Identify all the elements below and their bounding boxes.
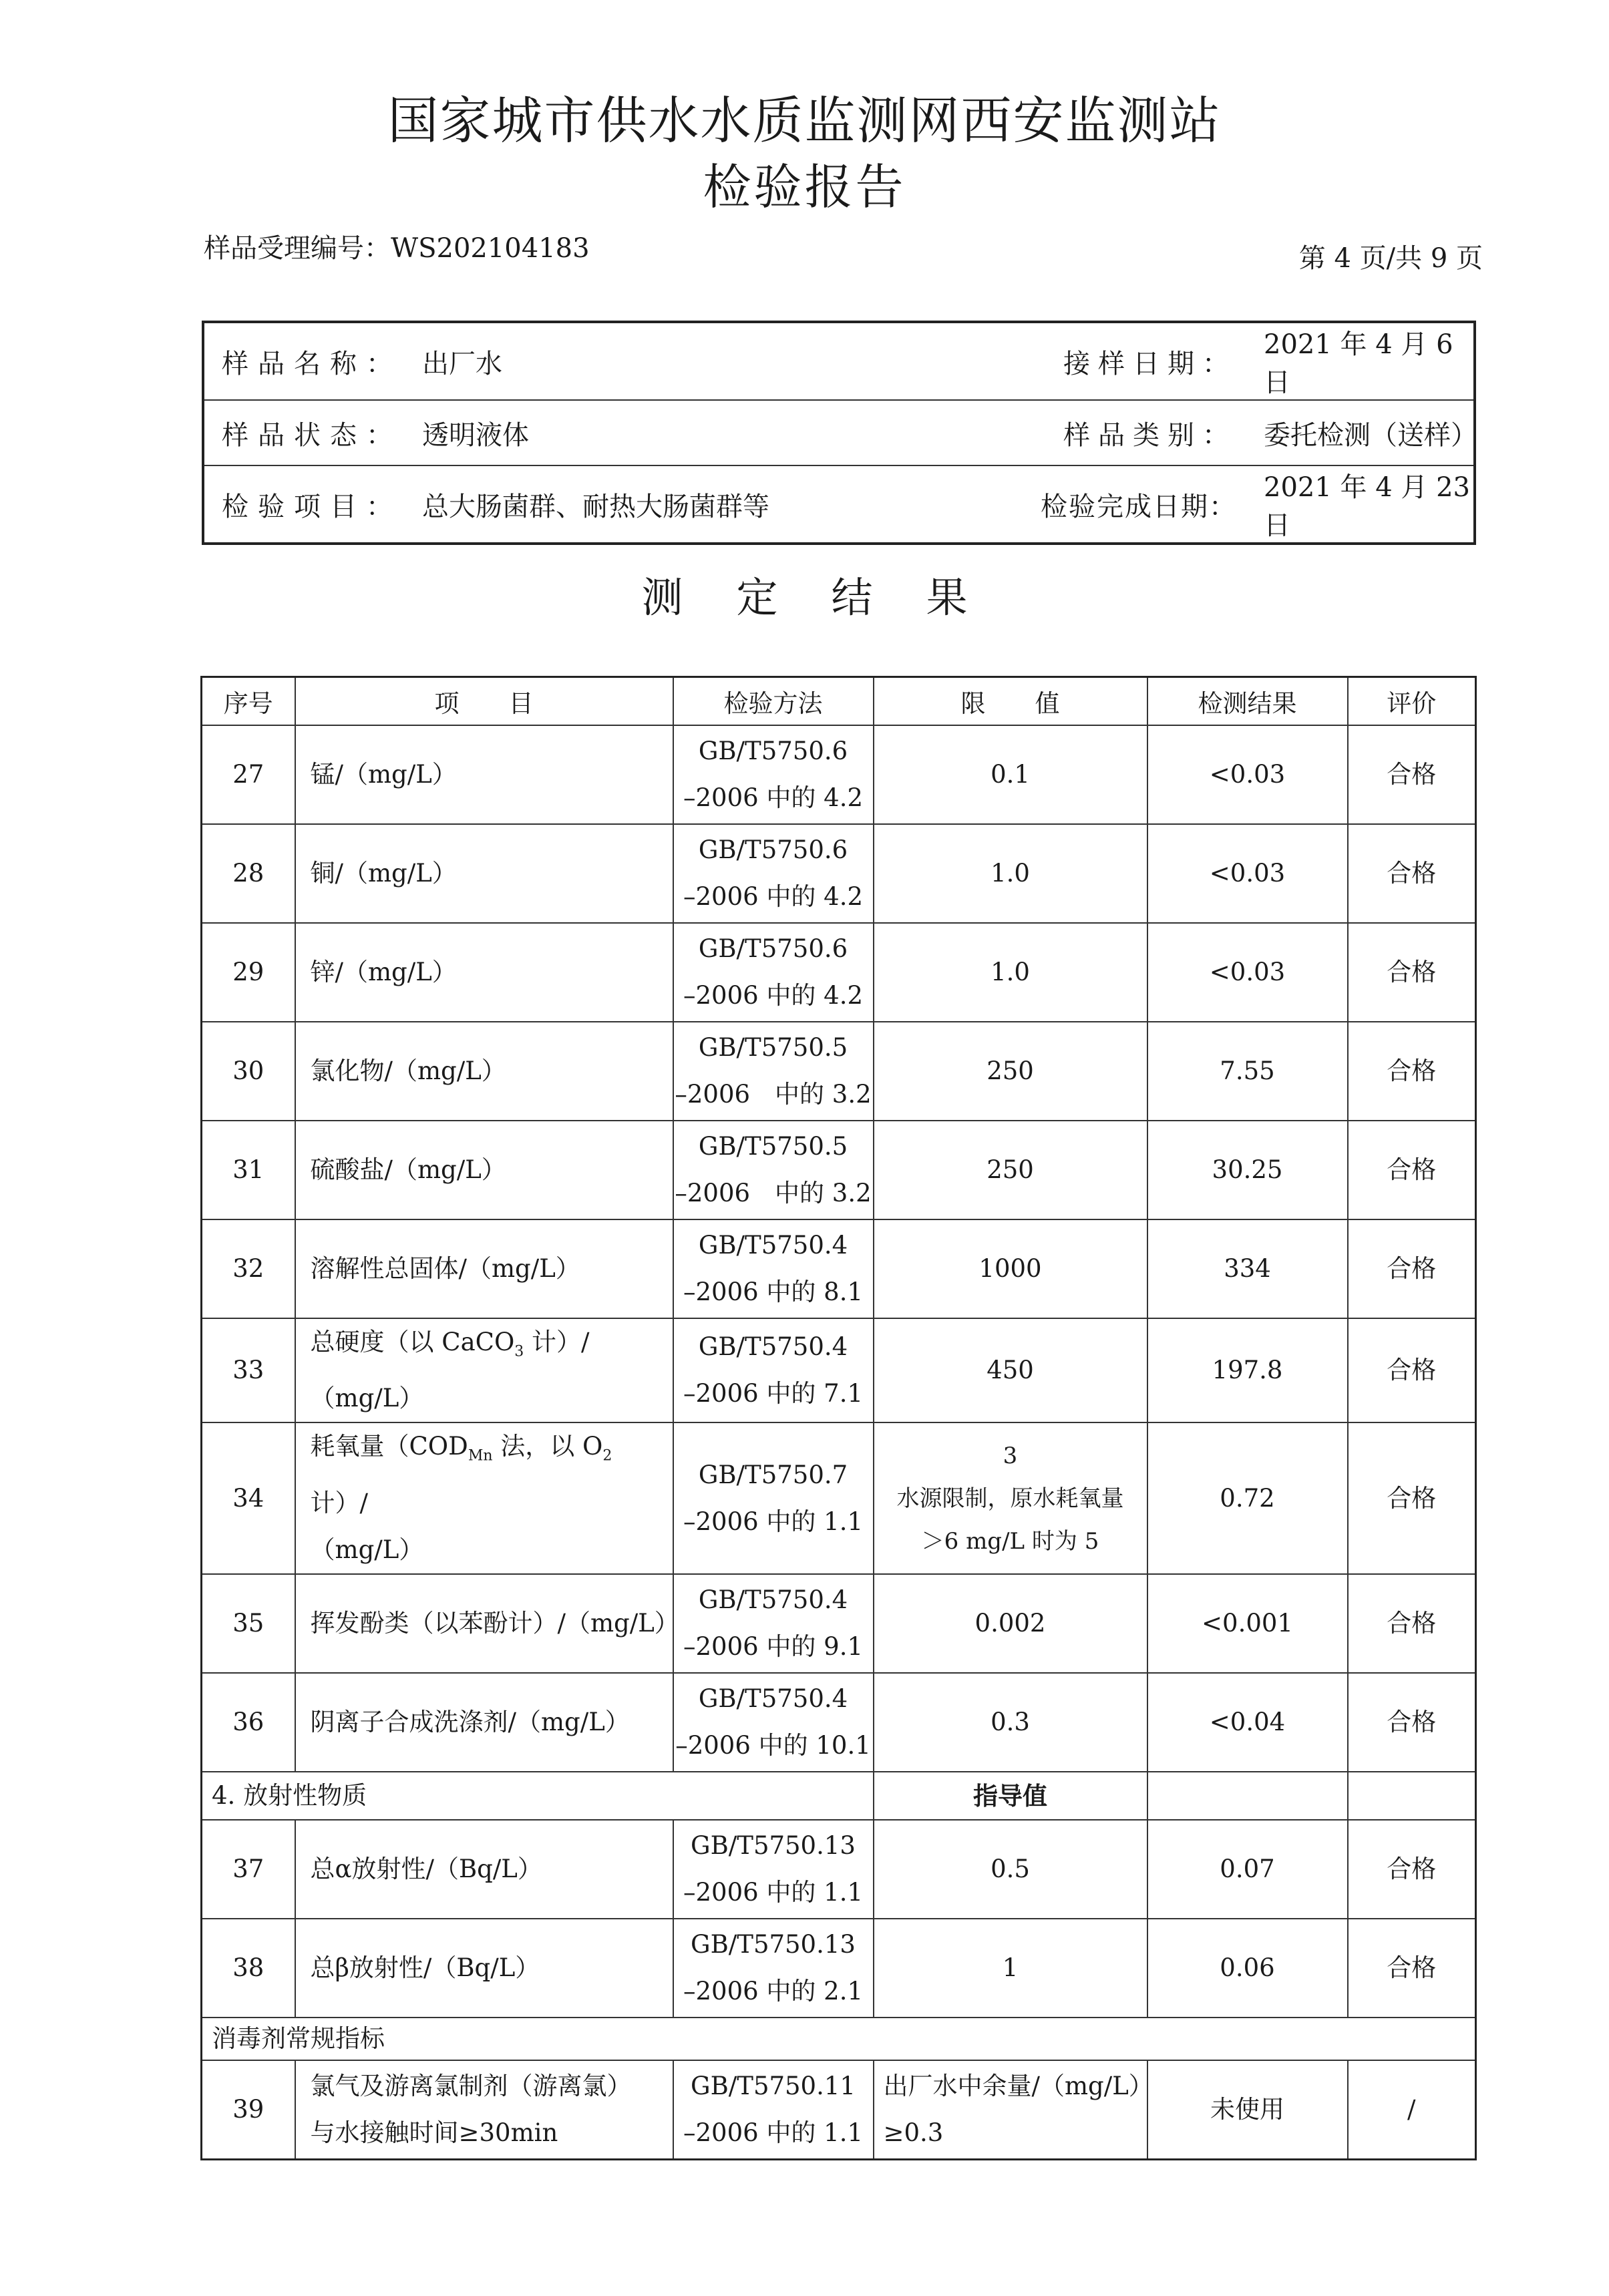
- row-no: 39: [202, 2060, 295, 2160]
- table-row: [202, 1820, 1476, 1919]
- row-eval: 合格: [1348, 824, 1476, 923]
- row-limit: 450: [874, 1318, 1147, 1422]
- row-method: GB/T5750.7 –2006 中的 1.1: [673, 1422, 874, 1573]
- page-number: 第 4 页/共 9 页: [1298, 243, 1483, 274]
- row-method: GB/T5750.4 –2006 中的 9.1: [673, 1574, 874, 1673]
- row-no: 32: [202, 1219, 295, 1318]
- section-title: 测定结果: [641, 573, 1021, 622]
- row-method: GB/T5750.5 –2006 中的 3.2: [673, 1022, 874, 1121]
- row-method: GB/T5750.11 –2006 中的 1.1: [673, 2060, 874, 2160]
- row-limit: 0.3: [874, 1673, 1147, 1772]
- table-row: [202, 923, 1476, 1022]
- info-row: [203, 322, 1475, 400]
- row-item: 铜/（mg/L）: [295, 824, 673, 923]
- info-row: [203, 400, 1475, 465]
- finish-date-label: 检验完成日期：: [1041, 491, 1237, 522]
- header-eval: 评价: [1348, 677, 1476, 726]
- receipt-number: 样品受理编号：WS202104183: [204, 233, 590, 264]
- row-result: 0.06: [1147, 1919, 1348, 2018]
- row-no: 31: [202, 1121, 295, 1219]
- table-row: [202, 824, 1476, 923]
- row-result: 0.72: [1147, 1422, 1348, 1573]
- table-row: [202, 1673, 1476, 1772]
- row-eval: 合格: [1348, 1919, 1476, 2018]
- row-eval: 合格: [1348, 1219, 1476, 1318]
- row-no: 35: [202, 1574, 295, 1673]
- group-row: [202, 2018, 1476, 2060]
- row-eval: 合格: [1348, 1673, 1476, 1772]
- info-row: [203, 465, 1475, 544]
- row-eval: 合格: [1348, 1574, 1476, 1673]
- group-limit-header: 指导值: [874, 1772, 1147, 1820]
- row-item: 总β放射性/（Bq/L）: [295, 1919, 673, 2018]
- group-label: 消毒剂常规指标: [202, 2018, 1476, 2060]
- results-table: [200, 676, 1477, 2160]
- row-eval: 合格: [1348, 1318, 1476, 1422]
- group-empty-cell: [1348, 1772, 1476, 1820]
- sample-type: 委托检测（送样）: [1250, 400, 1475, 465]
- row-eval: 合格: [1348, 1121, 1476, 1219]
- row-item: 锰/（mg/L）: [295, 725, 673, 824]
- row-item: 锌/（mg/L）: [295, 923, 673, 1022]
- row-result: 7.55: [1147, 1022, 1348, 1121]
- row-no: 34: [202, 1422, 295, 1573]
- row-limit: 0.5: [874, 1820, 1147, 1919]
- row-limit: 250: [874, 1022, 1147, 1121]
- row-result: 30.25: [1147, 1121, 1348, 1219]
- header-result: 检测结果: [1147, 677, 1348, 726]
- row-result: 0.07: [1147, 1820, 1348, 1919]
- group-label: 4. 放射性物质: [202, 1772, 874, 1820]
- row-item: 阴离子合成洗涤剂/（mg/L）: [295, 1673, 673, 1772]
- row-result: 334: [1147, 1219, 1348, 1318]
- table-row: [202, 1219, 1476, 1318]
- group-row: [202, 1772, 1476, 1820]
- header-no: 序号: [202, 677, 295, 726]
- finish-date: 2021 年 4 月 23 日: [1264, 472, 1471, 541]
- test-items: 总大肠菌群、耐热大肠菌群等: [422, 491, 769, 522]
- table-row: [202, 725, 1476, 824]
- row-item: 总α放射性/（Bq/L）: [295, 1820, 673, 1919]
- row-limit: 1000: [874, 1219, 1147, 1318]
- table-row: [202, 1121, 1476, 1219]
- table-row: [202, 1022, 1476, 1121]
- sample-state-label: 样品状态：: [203, 400, 422, 465]
- row-method: GB/T5750.4 –2006 中的 10.1: [673, 1673, 874, 1772]
- row-method: GB/T5750.13 –2006 中的 2.1: [673, 1919, 874, 2018]
- row-no: 27: [202, 725, 295, 824]
- table-row: [202, 2060, 1476, 2160]
- header-item: 项 目: [295, 677, 673, 726]
- receive-date-label: 接样日期：: [1023, 322, 1250, 400]
- row-eval: 合格: [1348, 923, 1476, 1022]
- row-limit: 250: [874, 1121, 1147, 1219]
- sample-name-label: 样品名称：: [203, 322, 422, 400]
- table-row: [202, 1919, 1476, 2018]
- row-limit: 1.0: [874, 923, 1147, 1022]
- row-method: GB/T5750.4 –2006 中的 7.1: [673, 1318, 874, 1422]
- row-method: GB/T5750.5 –2006 中的 3.2: [673, 1121, 874, 1219]
- row-result: <0.03: [1147, 725, 1348, 824]
- table-header-row: [202, 677, 1476, 726]
- row-limit: 0.002: [874, 1574, 1147, 1673]
- row-limit: 出厂水中余量/（mg/L） ≥0.3: [874, 2060, 1147, 2160]
- row-eval: /: [1348, 2060, 1476, 2160]
- row-limit: 1.0: [874, 824, 1147, 923]
- sample-state: 透明液体: [422, 400, 1023, 465]
- row-eval: 合格: [1348, 1022, 1476, 1121]
- header-method: 检验方法: [673, 677, 874, 726]
- table-row: [202, 1422, 1476, 1573]
- row-item: 氯气及游离氯制剂（游离氯） 与水接触时间≥30min: [295, 2060, 673, 2160]
- row-no: 29: [202, 923, 295, 1022]
- row-limit: 3 水源限制，原水耗氧量 ＞6 mg/L 时为 5: [874, 1422, 1147, 1573]
- header-limit: 限 值: [874, 677, 1147, 726]
- row-item: 挥发酚类（以苯酚计）/（mg/L）: [295, 1574, 673, 1673]
- row-result: <0.04: [1147, 1673, 1348, 1772]
- row-method: GB/T5750.13 –2006 中的 1.1: [673, 1820, 874, 1919]
- group-empty-cell: [1147, 1772, 1348, 1820]
- row-eval: 合格: [1348, 725, 1476, 824]
- row-no: 36: [202, 1673, 295, 1772]
- row-result: 未使用: [1147, 2060, 1348, 2160]
- report-title: 国家城市供水水质监测网西安监测站: [387, 91, 1222, 150]
- table-row: [202, 1574, 1476, 1673]
- report-subtitle: 检验报告: [703, 159, 906, 215]
- sample-name: 出厂水: [422, 322, 1023, 400]
- row-method: GB/T5750.6 –2006 中的 4.2: [673, 824, 874, 923]
- row-item: 溶解性总固体/（mg/L）: [295, 1219, 673, 1318]
- row-eval: 合格: [1348, 1820, 1476, 1919]
- row-eval: 合格: [1348, 1422, 1476, 1573]
- row-result: <0.001: [1147, 1574, 1348, 1673]
- row-item: 硫酸盐/（mg/L）: [295, 1121, 673, 1219]
- sample-info-table: [202, 321, 1476, 545]
- row-method: GB/T5750.6 –2006 中的 4.2: [673, 725, 874, 824]
- row-no: 28: [202, 824, 295, 923]
- row-no: 30: [202, 1022, 295, 1121]
- row-item: 总硬度（以 CaCO$_3$ 计）/（mg/L）: [295, 1318, 673, 1422]
- receive-date: 2021 年 4 月 6 日: [1250, 322, 1475, 400]
- row-no: 33: [202, 1318, 295, 1422]
- table-row: [202, 1318, 1476, 1422]
- row-method: GB/T5750.6 –2006 中的 4.2: [673, 923, 874, 1022]
- row-method: GB/T5750.4 –2006 中的 8.1: [673, 1219, 874, 1318]
- row-limit: 0.1: [874, 725, 1147, 824]
- row-item: 氯化物/（mg/L）: [295, 1022, 673, 1121]
- row-no: 37: [202, 1820, 295, 1919]
- row-result: <0.03: [1147, 824, 1348, 923]
- row-result: <0.03: [1147, 923, 1348, 1022]
- sample-type-label: 样品类别：: [1023, 400, 1250, 465]
- row-item: 耗氧量（$COD_{Mn}$ 法，以 $O_2$ 计）/ （mg/L）: [295, 1422, 673, 1573]
- test-items-label: 检验项目：: [222, 491, 402, 522]
- row-limit: 1: [874, 1919, 1147, 2018]
- row-no: 38: [202, 1919, 295, 2018]
- row-result: 197.8: [1147, 1318, 1348, 1422]
